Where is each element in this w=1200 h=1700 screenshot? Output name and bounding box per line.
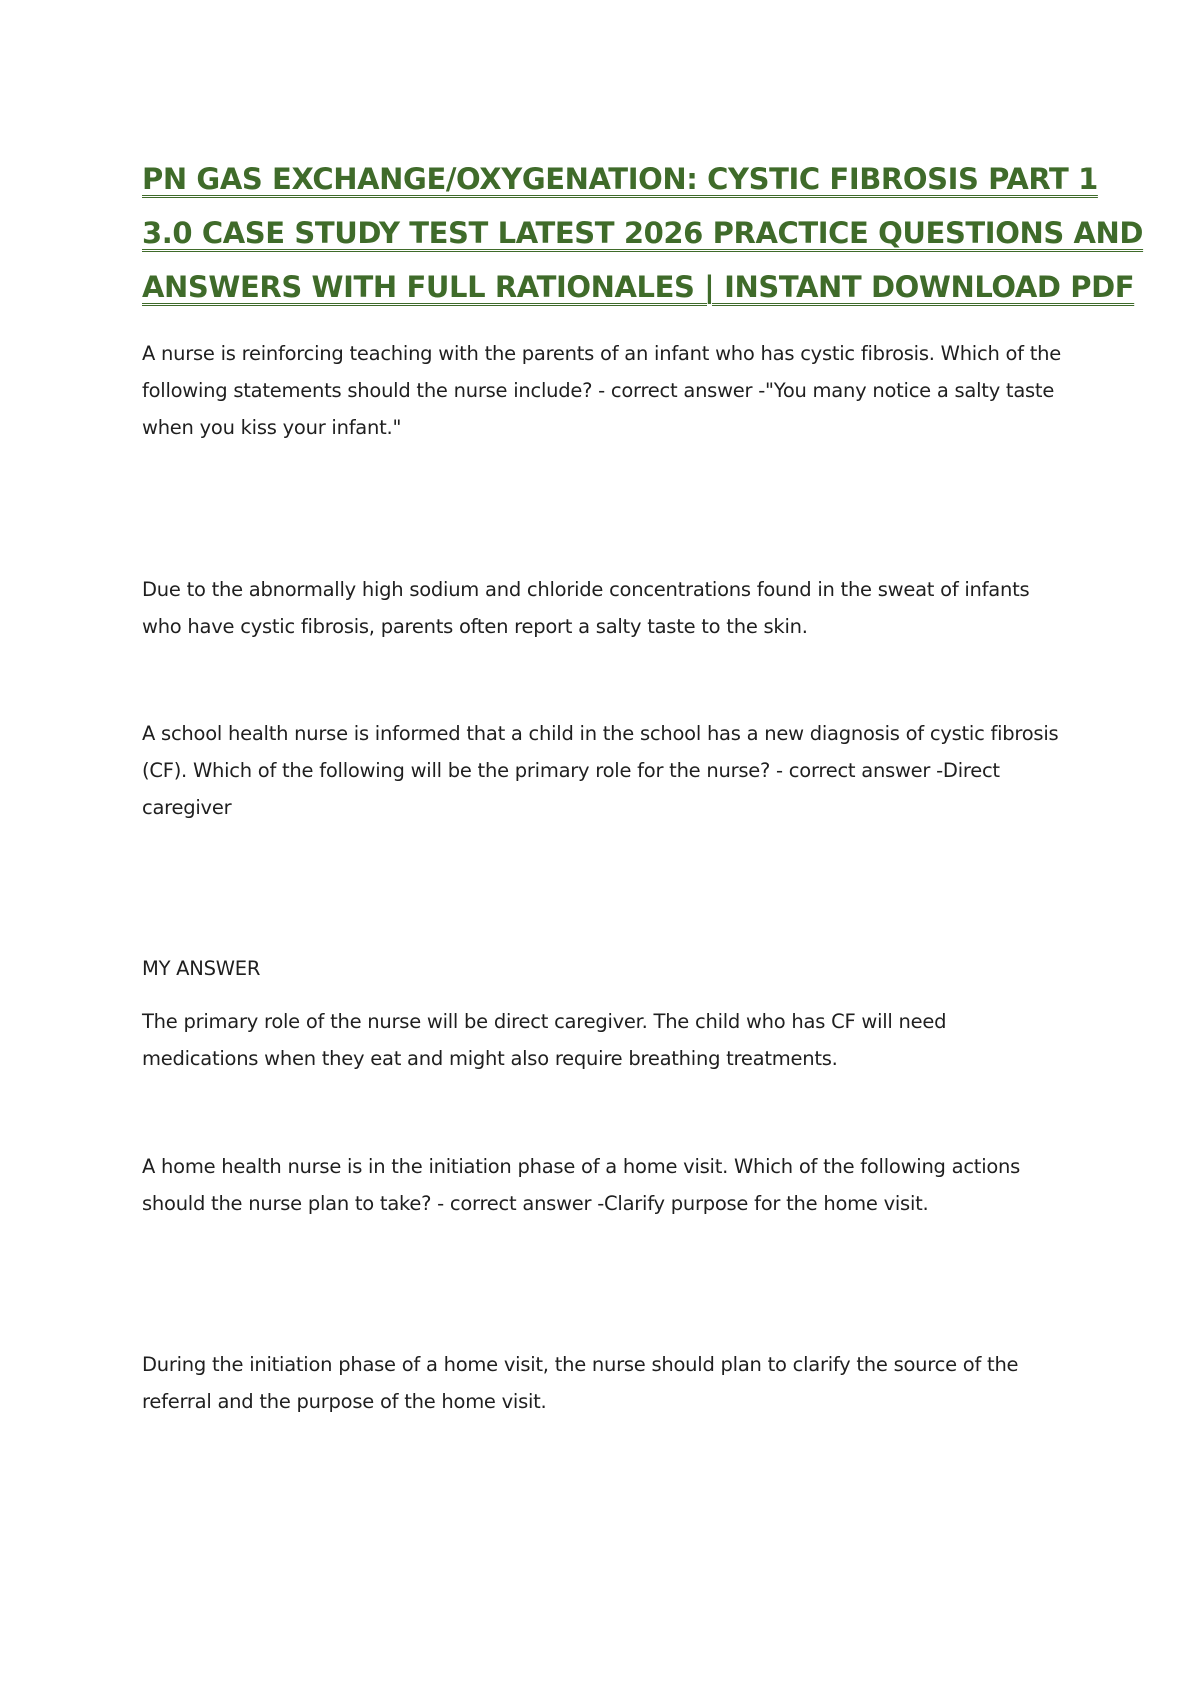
document-title — [142, 152, 1144, 314]
question-2-paragraph — [142, 715, 1082, 826]
text-line: medications when they eat and might also require breathing treatments. — [142, 1047, 838, 1070]
text-line: (CF). Which of the following will be the primary role for the nurse? - correct answer -Direct — [142, 759, 1000, 782]
title-line-2: 3.0 CASE STUDY TEST LATEST 2026 PRACTICE QUESTIONS AND — [142, 216, 1144, 250]
text-line: The primary role of the nurse will be direct caregiver. The child who has CF will need — [142, 1010, 947, 1033]
text-line: A nurse is reinforcing teaching with the parents of an infant who has cystic fibrosis. Which of the — [142, 342, 1061, 365]
text-line: A school health nurse is informed that a child in the school has a new diagnosis of cystic fibrosis — [142, 722, 1059, 745]
text-line: following statements should the nurse include? - correct answer -"You many notice a salty taste — [142, 379, 1055, 402]
my-answer-heading — [142, 950, 1082, 987]
rationale-1-paragraph — [142, 571, 1082, 645]
text-line: who have cystic fibrosis, parents often report a salty taste to the skin. — [142, 615, 808, 638]
question-3-paragraph — [142, 1148, 1082, 1222]
title-line-1: PN GAS EXCHANGE/OXYGENATION: CYSTIC FIBROSIS PART 1 — [142, 162, 1098, 196]
text-line: caregiver — [142, 796, 232, 819]
text-line: when you kiss your infant." — [142, 416, 402, 439]
text-line: During the initiation phase of a home visit, the nurse should plan to clarify the source of the — [142, 1353, 1019, 1376]
text-line: Due to the abnormally high sodium and chloride concentrations found in the sweat of infants — [142, 578, 1030, 601]
my-answer-paragraph — [142, 1003, 1082, 1077]
text-line: should the nurse plan to take? - correct answer -Clarify purpose for the home visit. — [142, 1192, 929, 1215]
rationale-3-paragraph — [142, 1346, 1082, 1420]
text-line: MY ANSWER — [142, 957, 261, 980]
title-line-3: ANSWERS WITH FULL RATIONALES | INSTANT DOWNLOAD PDF — [142, 270, 1135, 304]
text-line: A home health nurse is in the initiation phase of a home visit. Which of the following actions — [142, 1155, 1021, 1178]
question-1-paragraph — [142, 335, 1082, 446]
text-line: referral and the purpose of the home visit. — [142, 1390, 547, 1413]
